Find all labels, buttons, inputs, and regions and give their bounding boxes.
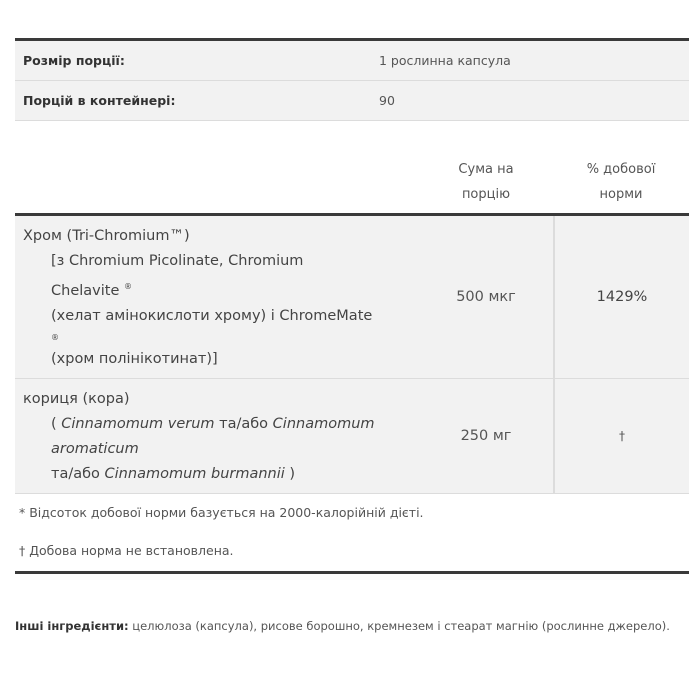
ingredient-cell [15, 216, 419, 378]
registered-mark: ® [123, 282, 132, 291]
other-ingredients-label: Інші інгредієнти: [15, 619, 129, 633]
servings-per-container-label: Порцій в контейнері: [23, 93, 176, 108]
conjunction: та/або [51, 465, 105, 482]
ingredient-cell [15, 379, 419, 493]
paren-open: ( [51, 415, 62, 432]
species-name: Cinnamomum verum [61, 415, 215, 432]
serving-size-label: Розмір порції: [23, 53, 125, 68]
bottom-rule [15, 571, 689, 574]
header-daily-value [553, 157, 689, 213]
ingredient-name: Хром (Tri-Chromium™) [23, 228, 190, 244]
species-name: Cinnamomum [272, 415, 375, 432]
ingredient-detail [23, 462, 419, 487]
table-row-chromium [15, 216, 689, 379]
ingredient-detail: (хром полінікотинат)] [51, 350, 218, 367]
species-name: Cinnamomum burmannii [104, 465, 285, 482]
conjunction: та/або [214, 415, 273, 432]
servings-per-container-value: 90 [379, 93, 395, 108]
ingredient-detail [23, 412, 419, 437]
header-amount-line2: порцію [461, 187, 511, 202]
servings-per-container-row [15, 81, 689, 121]
serving-size-row [15, 41, 689, 81]
ingredient-detail [23, 274, 419, 304]
header-amount [419, 157, 553, 213]
table-header-row [15, 121, 689, 216]
amount-cell: 500 мкг [419, 216, 555, 378]
header-amount-line1: Сума на [458, 162, 514, 177]
footnote-not-established: † Добова норма не встановлена. [19, 542, 234, 558]
ingredient-detail: [з Chromium Picolinate, Chromium [51, 253, 304, 269]
registered-mark: ® [51, 332, 59, 342]
table-row-cinnamon [15, 379, 689, 494]
footnote-daily-value: * Відсоток добової норми базується на 2000-калорійній дієті. [19, 504, 424, 520]
header-dv-line1: % добової [586, 162, 656, 177]
ingredient-detail: (хелат амінокислоти хрому) і ChromeMate [51, 307, 373, 324]
paren-close: ) [284, 465, 296, 482]
other-ingredients [15, 615, 675, 637]
ingredient-name: кориця (кора) [23, 390, 130, 407]
daily-value-cell: 1429% [596, 288, 648, 305]
amount-cell: 250 мг [419, 379, 555, 493]
daily-value-cell: † [619, 428, 625, 443]
serving-size-value: 1 рослинна капсула [379, 53, 511, 68]
ingredient-detail [23, 437, 419, 462]
species-name: aromaticum [51, 440, 139, 457]
header-dv-line2: норми [599, 187, 643, 202]
supplement-facts-table [15, 38, 689, 574]
ingredient-detail-text: Chelavite [51, 282, 120, 299]
other-ingredients-text: целюлоза (капсула), рисове борошно, кремнезем і стеарат магнію (рослинне джерело). [128, 619, 670, 633]
